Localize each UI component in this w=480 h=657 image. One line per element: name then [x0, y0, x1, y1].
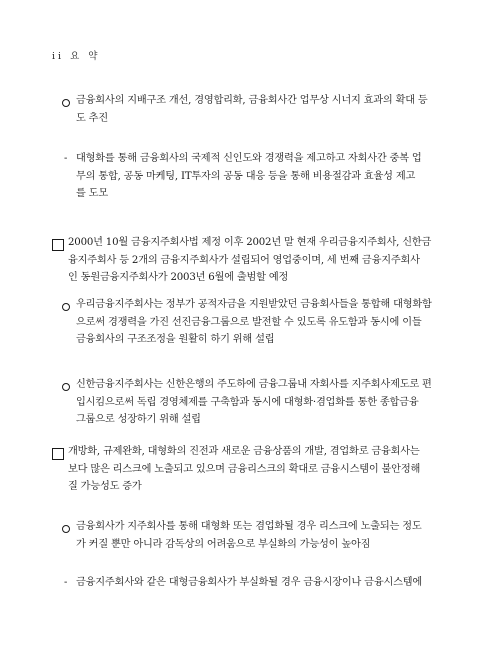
paragraph-line: 금융회사의 지배구조 개선, 경영합리화, 금융회사간 업무상 시너지 효과의 확대 등 — [76, 95, 428, 106]
summary-paragraph — [76, 150, 422, 203]
paragraph-line: 대형화를 통해 금융회사의 국제적 신인도와 경쟁력을 제고하고 자회사간 중복 업 — [76, 153, 422, 164]
summary-paragraph — [68, 443, 420, 496]
paragraph-line: 입시킴으로써 독립 경영체제를 구축함과 동시에 대형화·겸업화를 통한 종합금융 — [76, 396, 419, 408]
paragraph-line: 신한금융지주회사는 신한은행의 주도하에 금융그룹내 자회사를 지주회사제도로 편 — [76, 379, 432, 390]
summary-paragraph — [76, 296, 432, 349]
circle-bullet-icon — [62, 522, 70, 540]
paragraph-line: 우리금융지주회사는 정부가 공적자금을 지원받았던 금융회사들을 통합해 대형화함 — [76, 299, 432, 310]
paragraph-line: 를 도모 — [76, 188, 108, 199]
summary-paragraph — [76, 518, 422, 553]
summary-paragraph — [76, 574, 422, 592]
page-header: ii 요 약 — [52, 51, 101, 62]
paragraph-line: 개방화, 규제완화, 대형화의 진전과 새로운 금융상품의 개발, 겸업화로 금융회사는 — [68, 446, 420, 457]
circle-bullet-icon — [62, 380, 70, 398]
paragraph-line: 무의 통합, 공동 마케팅, IT투자의 공동 대응 등을 통해 비용절감과 효율성 제고 — [76, 170, 416, 182]
paragraph-line: 금융회사의 구조조정을 원활히 하기 위해 설립 — [76, 334, 275, 345]
circle-bullet-icon — [62, 300, 70, 318]
paragraph-line: 금융회사가 지주회사를 통해 대형화 또는 겸업화될 경우 리스크에 노출되는 정도 — [76, 521, 422, 532]
summary-paragraph — [76, 92, 428, 127]
square-bullet-icon — [52, 448, 64, 467]
paragraph-line: 으로써 경쟁력을 가진 선진금융그룹으로 발전할 수 있도록 유도함과 동시에 이들 — [76, 316, 422, 328]
square-bullet-icon — [52, 239, 64, 258]
paragraph-line: 2000년 10월 금융지주회사법 제정 이후 2002년 말 현재 우리금융지주회사, 신한금 — [68, 237, 432, 248]
paragraph-line: 도 추진 — [76, 112, 108, 124]
circle-bullet-icon — [62, 96, 70, 114]
paragraph-line: 그룹으로 성장하기 위해 설립 — [76, 414, 201, 425]
summary-paragraph — [76, 376, 432, 429]
paragraph-line: 인 동원금융지주회사가 2003년 6월에 출범할 예정 — [68, 272, 289, 283]
dash-bullet-icon: - — [64, 153, 68, 164]
paragraph-line: 가 커질 뿐만 아니라 감독상의 어려움으로 부실화의 가능성이 높아짐 — [76, 538, 371, 550]
paragraph-line: 금융지주회사와 같은 대형금융회사가 부실화될 경우 금융시장이나 금융시스템에 — [76, 577, 423, 588]
paragraph-line: 보다 많은 리스크에 노출되고 있으며 금융리스크의 확대로 금융시스템이 불안정해 — [68, 463, 421, 475]
dash-bullet-icon: - — [64, 577, 68, 588]
summary-paragraph — [68, 234, 431, 287]
paragraph-line: 질 가능성도 증가 — [68, 481, 142, 492]
paragraph-line: 융지주회사 등 2개의 금융지주회사가 설립되어 영업중이며, 세 번째 금융지주회사 — [68, 254, 420, 266]
